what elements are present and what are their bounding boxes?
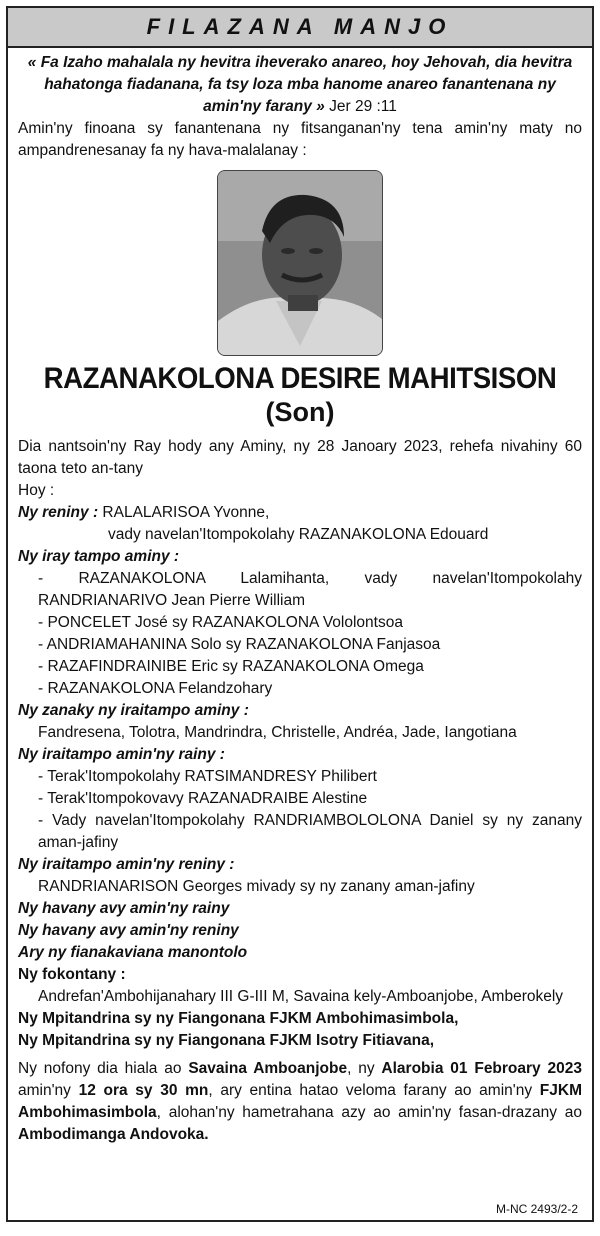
funeral-place: Savaina Amboanjobe [188,1060,348,1077]
banner-title: FILAZANA MANJO [146,14,454,39]
obituary-notice [6,6,594,1222]
relatives-line: Ny havany avy amin'ny rainy [18,900,230,917]
mother-line [18,502,582,524]
funeral-date: Alarobia 01 Febroary 2023 [381,1060,582,1077]
relatives-line: Ny havany avy amin'ny reniny [18,922,239,939]
mother-label: Ny reniny : [18,504,99,521]
sibling-item: - PONCELET José sy RAZANAKOLONA Vololontsoa [38,614,403,631]
funeral-text: , alohan'ny hametrahana azy ao amin'ny fasan-drazany ao [156,1104,582,1121]
funeral-tomb: Ambodimanga Andovoka. [18,1126,209,1143]
paternal-item: - Terak'Itompokolahy RATSIMANDRESY Philibert [38,768,377,785]
funeral-church: FJKM Ambohimasimbola [18,1082,582,1121]
mother-detail: vady navelan'Itompokolahy RAZANAKOLONA Edouard [108,526,489,543]
funeral-time: 12 ora sy 30 mn [78,1082,209,1099]
funeral-text: Ny nofony dia hiala ao [18,1060,189,1077]
sibling-item: - RAZAFINDRAINIBE Eric sy RAZANAKOLONA Omega [38,658,424,675]
notice-body [8,48,592,1146]
sibling-item: - RAZANAKOLONA Felandzohary [38,680,273,697]
pastor-line: Ny Mpitandrina sy ny Fiangonana FJKM Isotry Fitiavana, [18,1032,434,1049]
nephews-label: Ny zanaky ny iraitampo aminy : [18,702,249,719]
maternal-label: Ny iraitampo amin'ny reniny : [18,856,235,873]
fokontany-label: Ny fokontany : [18,966,126,983]
sibling-item: - ANDRIAMAHANINA Solo sy RAZANAKOLONA Fanjasoa [38,636,441,653]
paternal-item: - Terak'Itompokovavy RAZANADRAIBE Alestine [38,790,368,807]
funeral-text: , ny [347,1060,382,1077]
deceased-name: RAZANAKOLONA DESIRE MAHITSISON [43,362,557,395]
funeral-info [18,1058,582,1146]
maternal-text: RANDRIANARISON Georges mivady sy ny zanany aman-jafiny [38,878,475,895]
announcement-text: Dia nantsoin'ny Ray hody any Aminy, ny 28 Janoary 2023, rehefa nivahiny 60 taona teto an-tany [18,438,582,477]
paternal-item: - Vady navelan'Itompokolahy RANDRIAMBOLOLONA Daniel sy ny zanany aman-jafiny [38,812,582,851]
bible-quote [18,52,582,118]
intro-text: Amin'ny finoana sy fanantenana ny fitsanganan'ny tena amin'ny maty no ampandrenesanay fa ny hava-malalanay : [18,120,582,159]
fokontany-text: Andrefan'Ambohijanahary III G-III M, Savaina kely-Amboanjobe, Amberokely [38,988,564,1005]
siblings-label: Ny iray tampo aminy : [18,548,180,565]
reference-code: M-NC 2493/2-2 [495,1202,578,1216]
relatives-line: Ary ny fianakaviana manontolo [18,944,248,961]
funeral-text: amin'ny [18,1082,79,1099]
deceased-nickname: (Son) [265,397,335,427]
funeral-text: , ary entina hatao veloma farany ao amin'ny [208,1082,540,1099]
portrait-illustration [218,171,382,355]
nephews-text: Fandresena, Tolotra, Mandrindra, Christelle, Andréa, Jade, Iangotiana [38,724,517,741]
paternal-label: Ny iraitampo amin'ny rainy : [18,746,225,763]
hoy-text: Hoy : [18,482,55,499]
quote-text: « Fa Izaho mahalala ny hevitra iheverako anareo, hoy Jehovah, dia hevitra hahatonga fiadanana, fa tsy loza mba hanome anareo fanantenana ny amin'ny farany » [27,54,573,115]
quote-reference: Jer 29 :11 [324,98,397,115]
deceased-photo [217,170,383,356]
pastor-line: Ny Mpitandrina sy ny Fiangonana FJKM Ambohimasimbola, [18,1010,459,1027]
photo-wrapper [18,170,582,356]
mother-name: RALALARISOA Yvonne, [98,504,270,521]
header-banner [8,8,592,48]
sibling-item: - RAZANAKOLONA Lalamihanta, vady navelan'Itompokolahy RANDRIANARIVO Jean Pierre William [38,570,582,609]
